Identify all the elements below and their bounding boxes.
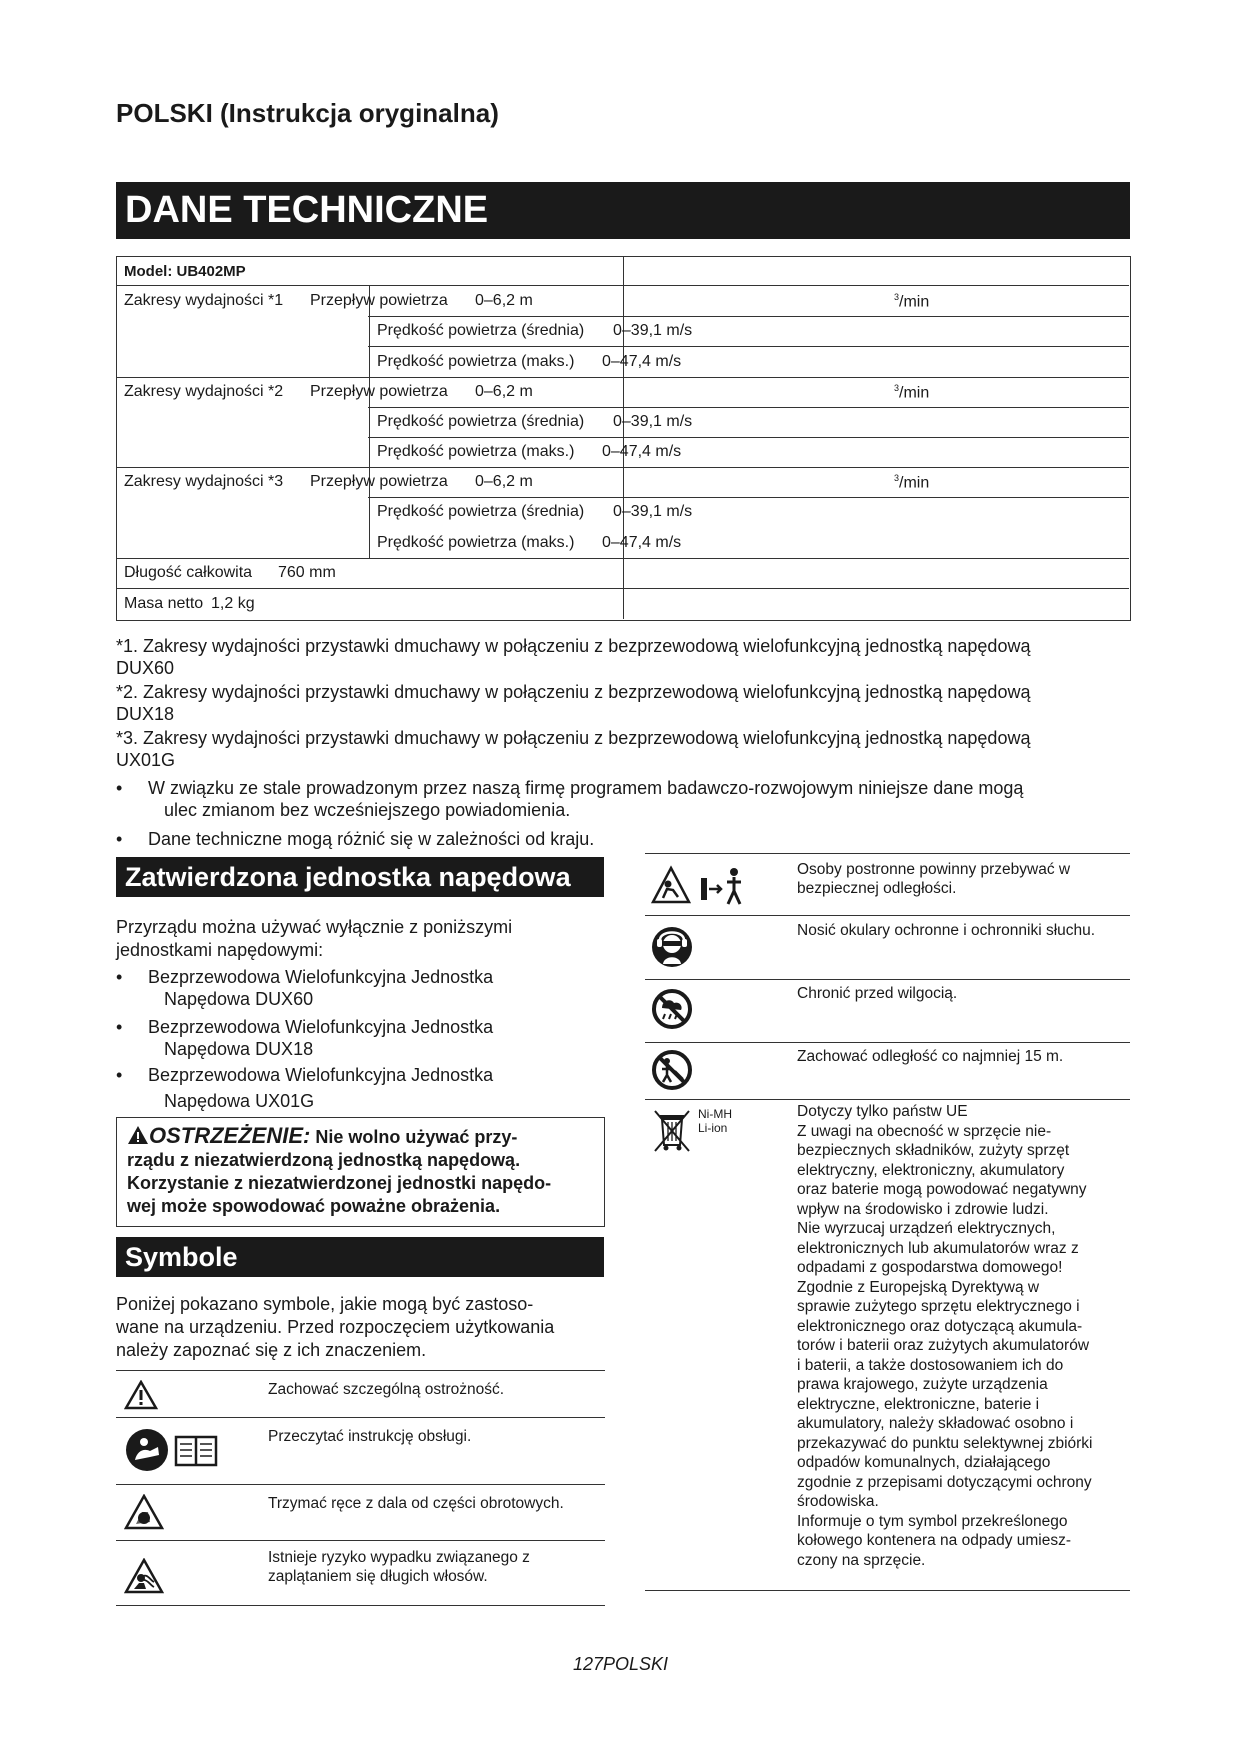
- range-2-airflow-value: 0–6,2 m: [475, 383, 533, 400]
- range-1-avg-label: Prędkość powietrza (średnia): [377, 322, 585, 339]
- footnote-2: *2. Zakresy wydajności przystawki dmuchawy w połączeniu z bezprzewodową wielofunkcyjną jednostką napędową DUX18: [116, 682, 1031, 724]
- symbol-read-manual-text: Przeczytać instrukcję obsługi.: [268, 1428, 472, 1445]
- crossed-out-bin-icon: [651, 1107, 693, 1153]
- specifications-table: [116, 256, 1131, 621]
- bystanders-icon: [651, 864, 751, 908]
- range-1-avg-value: 0–39,1 m/s: [613, 322, 693, 339]
- range-3-max-label: Prędkość powietrza (maks.): [377, 534, 575, 551]
- range-3-airflow-label: Przepływ powietrza: [310, 473, 448, 490]
- power-unit-heading: Zatwierdzona jednostka napędowa: [116, 857, 604, 897]
- page-language-title: POLSKI (Instrukcja oryginalna): [116, 98, 499, 128]
- warning-triangle-icon: [127, 1125, 149, 1145]
- warning-triangle-icon: [124, 1380, 158, 1410]
- page-number: 127POLSKI: [572, 1654, 669, 1674]
- power-unit-item-1: • Bezprzewodowa Wielofunkcyjna Jednostka Napędowa DUX60: [116, 967, 494, 1009]
- power-unit-intro: Przyrządu można używać wyłącznie z poniższymi jednostkami napędowymi:: [116, 917, 513, 960]
- range-1-airflow-label: Przepływ powietrza: [310, 292, 448, 309]
- symbol-caution-text: Zachować szczególną ostrożność.: [268, 1381, 505, 1398]
- length-label: Długość całkowita: [124, 564, 253, 581]
- range-2-max-value: 0–47,4 m/s: [602, 443, 682, 460]
- symbol-rotating-parts-text: Trzymać ręce z dala od części obrotowych.: [268, 1495, 564, 1512]
- range-1-label: Zakresy wydajności *1: [124, 292, 284, 309]
- range-2-label: Zakresy wydajności *2: [124, 383, 284, 400]
- range-2-airflow-unit: $^3$/min: [894, 383, 930, 402]
- power-unit-item-3: • Bezprzewodowa Wielofunkcyjna Jednostka Napędowa UX01G: [116, 1065, 494, 1111]
- range-3-avg-label: Prędkość powietrza (średnia): [377, 503, 585, 520]
- range-1-airflow-unit: $^3$/min: [894, 292, 930, 311]
- symbol-bystanders-text: Osoby postronne powinny przebywać w bezpiecznej odległości.: [797, 861, 1071, 897]
- symbols-heading: Symbole: [116, 1237, 604, 1277]
- rotating-parts-icon: [124, 1494, 164, 1530]
- range-3-airflow-unit: $^3$/min: [894, 473, 930, 492]
- note-1: • W związku ze stale prowadzonym przez naszą firmę programem badawczo-rozwojowym niniejsze dane mogą ulec zmianom bez wcześniejszego powiadomienia.: [116, 778, 1024, 820]
- footnote-3: *3. Zakresy wydajności przystawki dmuchawy w połączeniu z bezprzewodową wielofunkcyjną jednostką napędową UX01G: [116, 728, 1031, 770]
- symbol-eye-ear-text: Nosić okulary ochronne i ochronniki słuchu.: [797, 922, 1096, 939]
- range-2-max-label: Prędkość powietrza (maks.): [377, 443, 575, 460]
- read-manual-icon: [124, 1427, 220, 1473]
- weee-disposal-text: Dotyczy tylko państw UE Z uwagi na obecność w sprzęcie nie- bezpiecznych składników, zużyty sprzęt elektryczny, elektroniczny, akumulatory oraz baterie mogą powodować negatywny wpływ na środowisko i zdrowie ludzi. Nie wyrzucaj urządzeń elektrycznych, elektronicznych lub akumulatorów wraz z odpadami z gospodarstwa domowego! Zgodnie z Europejską Dyrektywą w sprawie zużytego sprzętu elektrycznego i elektronicznego oraz dotyczącą akumula- torów i baterii oraz zużytych akumulatorów i baterii, a także dostosowaniem ich do prawa krajowego, zużyte urządzenia elektryczne, elektroniczne, baterie i akumulatory, należy składować osobno i przekazywać do punktu selektywnej zbiórki odpadów komunalnych, działającego zgodnie z przepisami dotyczącymi ochrony środowiska. Informuje o tym symbol przekreślonego kołowego kontenera na odpady umiesz- czony na sprzęcie.: [797, 1103, 1093, 1569]
- symbols-intro: Poniżej pokazano symbole, jakie mogą być zastoso- wane na urządzeniu. Przed rozpoczęciem użytkowania należy zapoznać się z ich znaczeniem.: [116, 1294, 555, 1360]
- keep-distance-icon: [651, 1049, 693, 1091]
- range-3-avg-value: 0–39,1 m/s: [613, 503, 693, 520]
- warning-box: OSTRZEŻENIE: Nie wolno używać przy- rządu z niezatwierdzoną jednostką napędową. Korzystanie z niezatwierdzonej jednostki napędo- wej może spowodować poważne obrażenia.: [116, 1117, 605, 1227]
- range-2-avg-label: Prędkość powietrza (średnia): [377, 413, 585, 430]
- range-2-airflow-label: Przepływ powietrza: [310, 383, 448, 400]
- range-3-max-value: 0–47,4 m/s: [602, 534, 682, 551]
- eye-ear-protection-icon: [651, 926, 693, 968]
- mass-value: 1,2 kg: [211, 595, 255, 612]
- symbol-keep-distance-text: Zachować odległość co najmniej 15 m.: [797, 1048, 1064, 1065]
- specifications-banner: DANE TECHNICZNE: [116, 182, 1130, 239]
- range-3-airflow-value: 0–6,2 m: [475, 473, 533, 490]
- battery-type-labels: Ni-MH Li-ion: [698, 1107, 732, 1135]
- model-label: Model: UB402MP: [124, 263, 246, 280]
- no-rain-icon: [651, 988, 693, 1030]
- range-1-airflow-value: 0–6,2 m: [475, 292, 533, 309]
- symbol-no-rain-text: Chronić przed wilgocią.: [797, 985, 958, 1002]
- symbol-hair-entanglement-text: Istnieje ryzyko wypadku związanego z zaplątaniem się długich włosów.: [268, 1549, 530, 1585]
- warning-title: OSTRZEŻENIE:: [149, 1123, 311, 1148]
- mass-label: Masa netto: [124, 595, 204, 612]
- footnote-1: *1. Zakresy wydajności przystawki dmuchawy w połączeniu z bezprzewodową wielofunkcyjną jednostką napędową DUX60: [116, 636, 1031, 678]
- range-1-max-label: Prędkość powietrza (maks.): [377, 353, 575, 370]
- length-value: 760 mm: [278, 564, 336, 581]
- power-unit-item-2: • Bezprzewodowa Wielofunkcyjna Jednostka Napędowa DUX18: [116, 1017, 494, 1059]
- range-2-avg-value: 0–39,1 m/s: [613, 413, 693, 430]
- range-3-label: Zakresy wydajności *3: [124, 473, 284, 490]
- hair-entanglement-icon: [124, 1558, 164, 1594]
- note-2: • Dane techniczne mogą różnić się w zależności od kraju.: [116, 829, 595, 849]
- range-1-max-value: 0–47,4 m/s: [602, 353, 682, 370]
